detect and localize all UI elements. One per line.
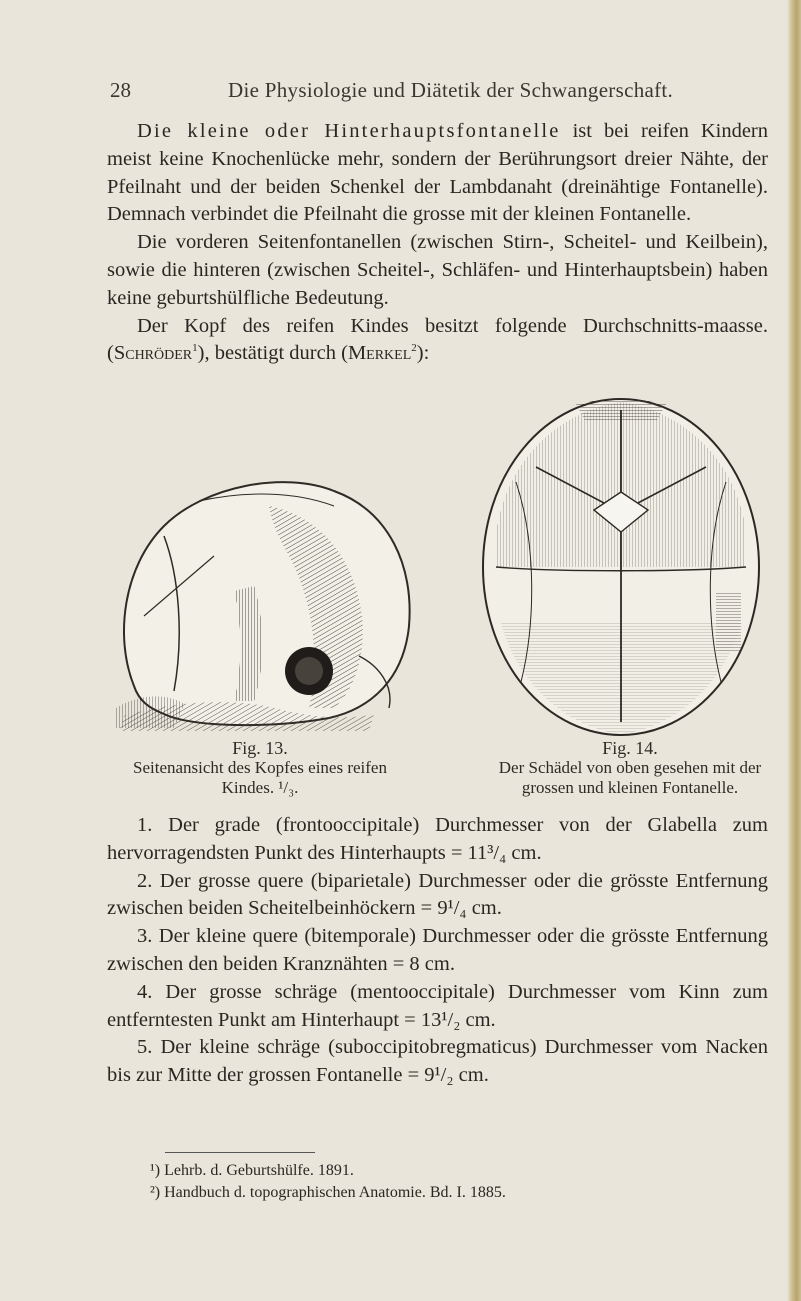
paragraph-text: ist bei reifen Kindern meist keine Knochenlücke mehr, sondern der Berührungsort dreier Nähte, der Pfeilnaht und der beiden Schenkel der Lambdanaht (dreinähtige Fontanelle). Demnach verbindet die Pfeilnaht die grosse mit der kleinen Fontanelle. [107,120,768,226]
figure-14-caption [480,738,780,798]
intro-text [107,118,768,368]
paragraph-side-fontanelles: Die vorderen Seitenfontanellen (zwischen Stirn-, Scheitel- und Keilbein), sowie die hinteren (zwischen Scheitel-, Schläfen- und Hinterhauptsbein) haben keine geburtshülfliche Bedeutung. [107,231,768,309]
figure-13-number: Fig. 13. [232,738,288,758]
footnote-mark: ²) [150,1184,161,1201]
figure-14-skull-top-view [476,392,766,742]
figure-13-caption-text: Seitenansicht des Kopfes eines reifen Kindes. ¹/₃. [133,758,387,797]
paragraph-measurements-intro: Der Kopf des reifen Kindes besitzt folgende Durchschnitts-maasse. (Schröder$^1$), bestätigt durch (Merkel$^2$): [107,314,768,365]
measurement-item: 1. Der grade (frontooccipitale) Durchmesser von der Glabella zum hervorragendsten Punkt des Hinterhaupts = 11³/₄ cm. [107,814,768,864]
running-title: Die Physiologie und Diätetik der Schwangerschaft. [228,78,674,102]
measurement-item: 5. Der kleine schräge (suboccipitobregmaticus) Durchmesser vom Nacken bis zur Mitte der grossen Fontanelle = 9¹/₂ cm. [107,1036,768,1087]
measurement-item: 2. Der grosse quere (biparietale) Durchmesser oder die grösste Entfernung zwischen beiden Scheitelbeinhöckern = 9¹/₄ cm. [107,869,768,920]
measurement-item: 4. Der grosse schräge (mentooccipitale) Durchmesser vom Kinn zum entferntesten Punkt am Hinterhaupt = 13¹/₂ cm. [107,980,768,1031]
measurement-list [107,812,768,1090]
footnote-mark: ¹) [150,1162,161,1179]
page-number: 28 [110,78,131,102]
author-merkel: Merkel [347,342,412,365]
footnote-1 [150,1160,750,1182]
footnote-text: Lehrb. d. Geburtshülfe. 1891. [164,1162,354,1179]
figure-13-caption [110,738,410,798]
footnote-2 [150,1182,750,1204]
term-lead: Die kleine oder Hinterhauptsfontanelle [137,120,561,142]
figure-14-caption-text: Der Schädel von oben gesehen mit der grossen und kleinen Fontanelle. [498,758,762,797]
footnote-ref-1: 1 [192,342,198,355]
footnote-ref-2: 2 [411,342,417,355]
figure-13-lateral-skull [104,446,424,736]
footnote-rule [165,1152,315,1153]
figure-14-number: Fig. 14. [602,738,658,758]
footnote-text: Handbuch d. topographischen Anatomie. Bd. I. 1885. [164,1184,506,1201]
measurement-item: 3. Der kleine quere (bitemporale) Durchmesser oder die grösste Entfernung zwischen den beiden Kranznähten = 8 cm. [107,925,768,975]
paragraph-small-fontanelle [107,118,768,229]
page-edge [787,0,801,1301]
author-schroeder: Schröder [113,342,193,365]
footnotes [150,1160,750,1204]
